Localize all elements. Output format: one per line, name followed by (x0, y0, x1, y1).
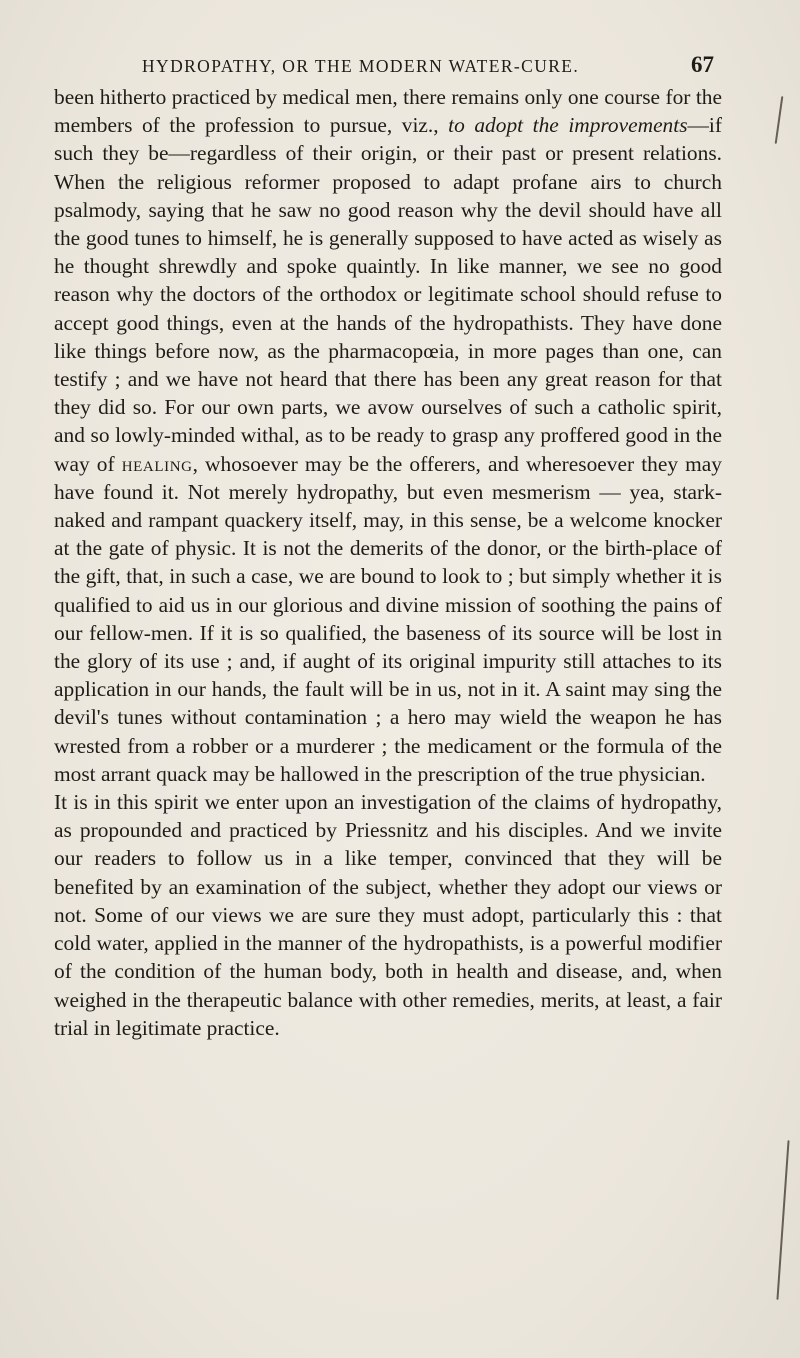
emphasis-adopt-improvements: to adopt the improvements (448, 113, 688, 138)
margin-mark-top (775, 96, 784, 144)
paragraph-2: It is in this spirit we enter upon an investigation of the claims of hydropathy, as propounded and practiced by Priessnitz and his disciples. And we invite our readers to follow us in a like temper, convinced that they will be benefited by an examination of the subject, whether they adopt our views or not. Some of our views we are sure they must adopt, particularly this : that cold water, applied in the manner of the hydropathists, is a powerful modifier of the condition of the human body, both in health and disease, and, when weighed in the therapeutic balance with other remedies, merits, at least, a fair trial in legitimate practice. (54, 790, 722, 1040)
margin-mark-bottom (776, 1140, 789, 1300)
paragraph-1-part-b: —if such they be—regardless of their origin, or their past or present relations. When the religious reformer proposed to adapt profane airs to church psalmody, saying that he saw no good reason why the devil should have all the good tunes to himself, he is generally supposed to have acted as wisely as he thought shrewdly and spoke quaintly. In like manner, we see no good reason why the doctors of the orthodox or legitimate school should refuse to accept good things, even at the hands of the hydropathists. They have done like things before now, as the pharmacopœia, in more pages than one, can testify ; and we have not heard that there has been any great reason for that they did so. For our own parts, we avow ourselves of such a catholic spirit, and so lowly-minded withal, as to be ready to grasp any proffered good in the way of (54, 113, 722, 476)
running-title: HYDROPATHY, OR THE MODERN WATER-CURE. (142, 56, 580, 76)
paragraph-1 (54, 83, 722, 788)
paragraph-1-part-c: , whosoever may be the offerers, and wheresoever they may have found it. Not merely hydropathy, but even mesmerism — yea, stark-naked and rampant quackery itself, may, in this sense, be a welcome knocker at the gate of physic. It is not the demerits of the donor, or the birth-place of the gift, that, in such a case, we are bound to look to ; but simply whether it is qualified to aid us in our glorious and divine mission of soothing the pains of our fellow-men. If it is so qualified, the baseness of its source will be lost in the glory of its use ; and, if aught of its original impurity still attaches to its application in our hands, the fault will be in us, not in it. A saint may sing the devil's tunes without contamination ; a hero may wield the weapon he has wrested from a robber or a murderer ; the medicament or the formula of the most arrant quack may be hallowed in the prescription of the true physician. (54, 451, 722, 786)
small-caps-healing: healing (121, 451, 193, 476)
paragraph-1-part-a: been hitherto practiced by medical men, there remains only one course for the members of the profession to pursue, viz., (54, 85, 722, 138)
running-header (142, 52, 714, 78)
body-text (54, 83, 722, 1042)
page-number: 67 (691, 52, 714, 77)
